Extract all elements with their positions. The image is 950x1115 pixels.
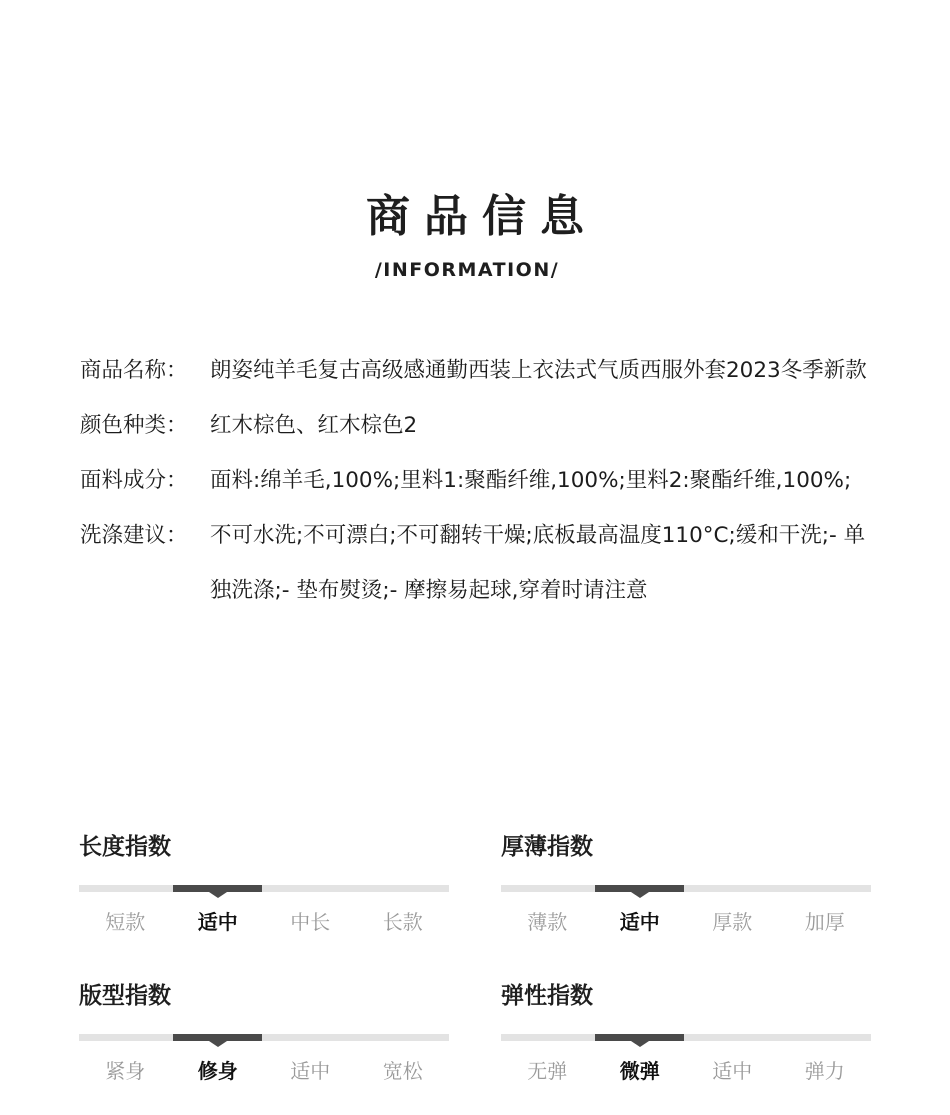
- meter-option: 适中: [619, 910, 660, 934]
- meter-title: 版型指数: [79, 983, 171, 1009]
- length-index-meter: [79, 832, 449, 935]
- info-label: 洗涤建议：: [80, 523, 188, 548]
- meter-indicator: [173, 1034, 262, 1041]
- meter-options: [79, 1058, 449, 1084]
- fit-index-meter: [79, 981, 449, 1084]
- meter-option: 无弹: [527, 1059, 568, 1083]
- meter-indicator: [173, 885, 262, 892]
- page-title: 商品信息: [366, 191, 598, 242]
- meter-indicator: [595, 1034, 684, 1041]
- info-label: 商品名称：: [80, 358, 188, 383]
- meter-option: 宽松: [382, 1059, 423, 1083]
- meter-options: [79, 909, 449, 935]
- meter-option: 短款: [105, 910, 146, 934]
- meter-option: 修身: [197, 1059, 238, 1083]
- info-row-care: [80, 508, 880, 618]
- meter-title: 弹性指数: [501, 983, 593, 1009]
- meter-option: 长款: [382, 910, 423, 934]
- info-row-color: [80, 398, 880, 453]
- meter-option: 加厚: [804, 910, 845, 934]
- meter-indicator: [595, 885, 684, 892]
- meter-option: 薄款: [527, 910, 568, 934]
- meter-option: 适中: [290, 1059, 331, 1083]
- meter-options: [501, 1058, 871, 1084]
- meter-track: [501, 1034, 871, 1041]
- meter-track: [79, 885, 449, 892]
- info-label: 面料成分：: [80, 468, 188, 493]
- thickness-index-meter: [501, 832, 871, 935]
- meter-option: 微弹: [619, 1059, 660, 1083]
- info-row-product-name: [80, 343, 880, 398]
- meter-option: 弹力: [804, 1059, 845, 1083]
- meter-option: 紧身: [105, 1059, 146, 1083]
- meter-title: 长度指数: [79, 834, 171, 860]
- meter-options: [501, 909, 871, 935]
- meter-option: 适中: [712, 1059, 753, 1083]
- info-row-fabric: [80, 453, 880, 508]
- info-value: 不可水洗;不可漂白;不可翻转干燥;底板最高温度110°C;缓和干洗;- 单独洗涤;- 垫布熨烫;- 摩擦易起球,穿着时请注意: [210, 523, 866, 603]
- product-info-list: [80, 343, 880, 618]
- page-subtitle: /INFORMATION/: [374, 259, 560, 281]
- meter-option: 厚款: [712, 910, 753, 934]
- elasticity-index-meter: [501, 981, 871, 1084]
- meter-option: 中长: [290, 910, 331, 934]
- info-label: 颜色种类：: [80, 413, 188, 438]
- info-value: 红木棕色、红木棕色2: [210, 413, 418, 438]
- meter-title: 厚薄指数: [501, 834, 593, 860]
- info-value: 朗姿纯羊毛复古高级感通勤西装上衣法式气质西服外套2023冬季新款: [210, 358, 867, 383]
- meter-option: 适中: [197, 910, 238, 934]
- meter-track: [79, 1034, 449, 1041]
- meter-track: [501, 885, 871, 892]
- info-value: 面料:绵羊毛,100%;里料1:聚酯纤维,100%;里料2:聚酯纤维,100%;: [210, 468, 852, 493]
